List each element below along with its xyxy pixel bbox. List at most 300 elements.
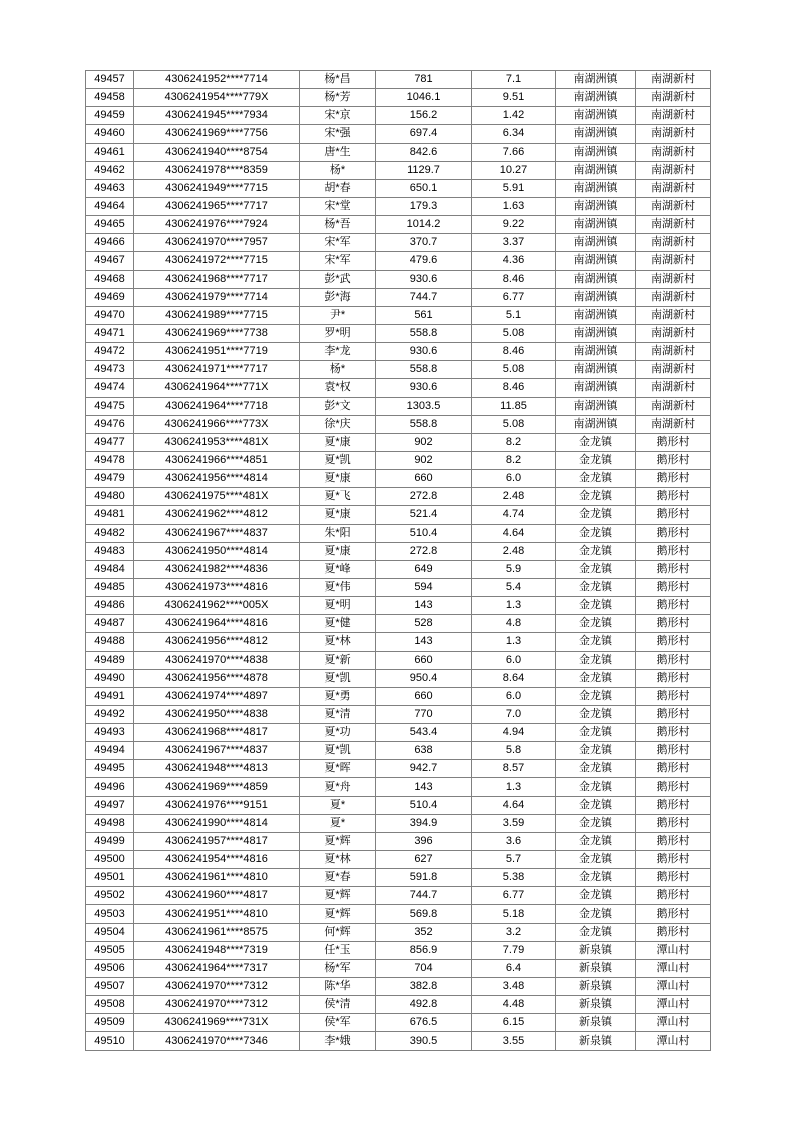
cell-id-masked: 4306241970****7312	[134, 996, 300, 1014]
cell-id-masked: 4306241965****7717	[134, 197, 300, 215]
cell-amount: 781	[376, 71, 472, 89]
cell-seq: 49478	[86, 451, 134, 469]
cell-rate: 3.59	[472, 814, 556, 832]
cell-id-masked: 4306241968****7717	[134, 270, 300, 288]
cell-amount: 396	[376, 832, 472, 850]
table-row	[86, 361, 711, 379]
cell-town: 金龙镇	[556, 887, 636, 905]
cell-rate: 7.66	[472, 143, 556, 161]
cell-seq: 49479	[86, 470, 134, 488]
table-row	[86, 451, 711, 469]
table-row	[86, 923, 711, 941]
cell-amount: 558.8	[376, 415, 472, 433]
cell-town: 金龙镇	[556, 669, 636, 687]
cell-amount: 1303.5	[376, 397, 472, 415]
cell-town: 金龙镇	[556, 470, 636, 488]
table-row	[86, 959, 711, 977]
cell-amount: 143	[376, 778, 472, 796]
cell-name: 尹*	[300, 306, 376, 324]
cell-amount: 521.4	[376, 506, 472, 524]
cell-town: 南湖洲镇	[556, 415, 636, 433]
cell-rate: 8.46	[472, 343, 556, 361]
cell-town: 南湖洲镇	[556, 379, 636, 397]
cell-amount: 1014.2	[376, 216, 472, 234]
cell-seq: 49460	[86, 125, 134, 143]
cell-name: 夏*康	[300, 542, 376, 560]
cell-town: 金龙镇	[556, 724, 636, 742]
cell-village: 南湖新村	[636, 125, 711, 143]
cell-amount: 704	[376, 959, 472, 977]
cell-town: 南湖洲镇	[556, 361, 636, 379]
cell-name: 徐*庆	[300, 415, 376, 433]
cell-id-masked: 4306241966****4851	[134, 451, 300, 469]
cell-rate: 4.8	[472, 615, 556, 633]
cell-id-masked: 4306241960****4817	[134, 887, 300, 905]
cell-seq: 49471	[86, 324, 134, 342]
cell-town: 南湖洲镇	[556, 343, 636, 361]
cell-seq: 49500	[86, 851, 134, 869]
table-row	[86, 851, 711, 869]
cell-name: 任*玉	[300, 941, 376, 959]
cell-id-masked: 4306241948****7319	[134, 941, 300, 959]
cell-town: 金龙镇	[556, 615, 636, 633]
cell-rate: 4.64	[472, 524, 556, 542]
cell-amount: 649	[376, 560, 472, 578]
cell-amount: 394.9	[376, 814, 472, 832]
cell-town: 南湖洲镇	[556, 125, 636, 143]
cell-town: 金龙镇	[556, 451, 636, 469]
cell-id-masked: 4306241951****4810	[134, 905, 300, 923]
table-row	[86, 687, 711, 705]
cell-town: 南湖洲镇	[556, 252, 636, 270]
cell-town: 南湖洲镇	[556, 71, 636, 89]
cell-name: 彭*文	[300, 397, 376, 415]
cell-rate: 4.48	[472, 996, 556, 1014]
cell-id-masked: 4306241953****481X	[134, 433, 300, 451]
cell-id-masked: 4306241972****7715	[134, 252, 300, 270]
cell-village: 南湖新村	[636, 270, 711, 288]
cell-village: 南湖新村	[636, 89, 711, 107]
cell-village: 南湖新村	[636, 379, 711, 397]
cell-village: 潭山村	[636, 996, 711, 1014]
cell-village: 潭山村	[636, 959, 711, 977]
cell-village: 鹅形村	[636, 814, 711, 832]
cell-name: 夏*伟	[300, 578, 376, 596]
cell-amount: 930.6	[376, 270, 472, 288]
cell-rate: 4.36	[472, 252, 556, 270]
cell-town: 新泉镇	[556, 941, 636, 959]
cell-id-masked: 4306241975****481X	[134, 488, 300, 506]
cell-rate: 8.46	[472, 379, 556, 397]
table-row	[86, 597, 711, 615]
table-row	[86, 1014, 711, 1032]
cell-amount: 272.8	[376, 488, 472, 506]
cell-seq: 49497	[86, 796, 134, 814]
cell-amount: 528	[376, 615, 472, 633]
table-row	[86, 306, 711, 324]
cell-village: 南湖新村	[636, 324, 711, 342]
cell-id-masked: 4306241956****4812	[134, 633, 300, 651]
cell-village: 鹅形村	[636, 923, 711, 941]
cell-name: 夏*林	[300, 633, 376, 651]
cell-seq: 49489	[86, 651, 134, 669]
table-row	[86, 887, 711, 905]
cell-rate: 6.34	[472, 125, 556, 143]
cell-rate: 5.9	[472, 560, 556, 578]
table-row	[86, 379, 711, 397]
cell-town: 新泉镇	[556, 1032, 636, 1050]
cell-village: 鹅形村	[636, 451, 711, 469]
cell-seq: 49484	[86, 560, 134, 578]
cell-village: 南湖新村	[636, 107, 711, 125]
cell-seq: 49501	[86, 869, 134, 887]
table-row	[86, 179, 711, 197]
cell-rate: 8.2	[472, 433, 556, 451]
cell-town: 金龙镇	[556, 578, 636, 596]
table-row	[86, 542, 711, 560]
cell-rate: 6.4	[472, 959, 556, 977]
table-row	[86, 270, 711, 288]
cell-name: 宋*军	[300, 234, 376, 252]
cell-id-masked: 4306241954****4816	[134, 851, 300, 869]
cell-village: 南湖新村	[636, 343, 711, 361]
cell-rate: 6.15	[472, 1014, 556, 1032]
table-row	[86, 197, 711, 215]
cell-rate: 3.2	[472, 923, 556, 941]
cell-name: 夏*辉	[300, 832, 376, 850]
cell-id-masked: 4306241964****7718	[134, 397, 300, 415]
cell-amount: 558.8	[376, 361, 472, 379]
cell-amount: 569.8	[376, 905, 472, 923]
cell-seq: 49458	[86, 89, 134, 107]
table-row	[86, 578, 711, 596]
cell-seq: 49481	[86, 506, 134, 524]
cell-rate: 4.64	[472, 796, 556, 814]
cell-seq: 49490	[86, 669, 134, 687]
cell-id-masked: 4306241961****8575	[134, 923, 300, 941]
cell-village: 南湖新村	[636, 288, 711, 306]
cell-town: 金龙镇	[556, 905, 636, 923]
cell-rate: 1.42	[472, 107, 556, 125]
cell-rate: 3.6	[472, 832, 556, 850]
cell-amount: 1129.7	[376, 161, 472, 179]
cell-amount: 382.8	[376, 978, 472, 996]
cell-rate: 8.57	[472, 760, 556, 778]
table-row	[86, 905, 711, 923]
cell-rate: 8.46	[472, 270, 556, 288]
cell-village: 南湖新村	[636, 234, 711, 252]
cell-amount: 370.7	[376, 234, 472, 252]
table-row	[86, 724, 711, 742]
cell-name: 夏*康	[300, 470, 376, 488]
cell-town: 南湖洲镇	[556, 89, 636, 107]
cell-name: 彭*武	[300, 270, 376, 288]
cell-id-masked: 4306241957****4817	[134, 832, 300, 850]
cell-id-masked: 4306241969****7756	[134, 125, 300, 143]
table-row	[86, 869, 711, 887]
cell-town: 金龙镇	[556, 705, 636, 723]
table-row	[86, 669, 711, 687]
cell-seq: 49470	[86, 306, 134, 324]
cell-id-masked: 4306241951****7719	[134, 343, 300, 361]
cell-town: 南湖洲镇	[556, 197, 636, 215]
cell-town: 金龙镇	[556, 597, 636, 615]
cell-amount: 510.4	[376, 796, 472, 814]
cell-amount: 676.5	[376, 1014, 472, 1032]
cell-village: 潭山村	[636, 1032, 711, 1050]
cell-village: 南湖新村	[636, 197, 711, 215]
cell-amount: 638	[376, 742, 472, 760]
cell-amount: 591.8	[376, 869, 472, 887]
cell-id-masked: 4306241948****4813	[134, 760, 300, 778]
cell-rate: 5.08	[472, 361, 556, 379]
cell-town: 金龙镇	[556, 506, 636, 524]
cell-rate: 11.85	[472, 397, 556, 415]
cell-town: 南湖洲镇	[556, 143, 636, 161]
cell-town: 金龙镇	[556, 687, 636, 705]
table-row	[86, 506, 711, 524]
cell-seq: 49485	[86, 578, 134, 596]
cell-amount: 272.8	[376, 542, 472, 560]
cell-seq: 49496	[86, 778, 134, 796]
cell-id-masked: 4306241976****7924	[134, 216, 300, 234]
cell-id-masked: 4306241970****7312	[134, 978, 300, 996]
cell-town: 金龙镇	[556, 778, 636, 796]
cell-name: 夏*清	[300, 705, 376, 723]
cell-rate: 5.4	[472, 578, 556, 596]
cell-id-masked: 4306241966****773X	[134, 415, 300, 433]
cell-seq: 49461	[86, 143, 134, 161]
cell-seq: 49506	[86, 959, 134, 977]
cell-rate: 3.55	[472, 1032, 556, 1050]
cell-seq: 49463	[86, 179, 134, 197]
cell-village: 鹅形村	[636, 615, 711, 633]
table-row	[86, 397, 711, 415]
cell-seq: 49505	[86, 941, 134, 959]
cell-amount: 1046.1	[376, 89, 472, 107]
table-row	[86, 89, 711, 107]
cell-rate: 5.91	[472, 179, 556, 197]
cell-town: 金龙镇	[556, 923, 636, 941]
cell-name: 杨*昌	[300, 71, 376, 89]
cell-village: 鹅形村	[636, 705, 711, 723]
cell-amount: 744.7	[376, 288, 472, 306]
cell-id-masked: 4306241970****4838	[134, 651, 300, 669]
cell-rate: 10.27	[472, 161, 556, 179]
cell-seq: 49480	[86, 488, 134, 506]
cell-village: 鹅形村	[636, 470, 711, 488]
cell-name: 夏*凯	[300, 669, 376, 687]
cell-seq: 49462	[86, 161, 134, 179]
cell-seq: 49474	[86, 379, 134, 397]
cell-amount: 492.8	[376, 996, 472, 1014]
cell-name: 夏*勇	[300, 687, 376, 705]
cell-rate: 6.0	[472, 651, 556, 669]
cell-name: 朱*阳	[300, 524, 376, 542]
cell-amount: 594	[376, 578, 472, 596]
cell-seq: 49457	[86, 71, 134, 89]
cell-id-masked: 4306241954****779X	[134, 89, 300, 107]
cell-name: 夏*健	[300, 615, 376, 633]
cell-rate: 1.63	[472, 197, 556, 215]
table-row	[86, 814, 711, 832]
cell-town: 南湖洲镇	[556, 324, 636, 342]
cell-id-masked: 4306241950****4814	[134, 542, 300, 560]
cell-village: 鹅形村	[636, 433, 711, 451]
cell-village: 南湖新村	[636, 252, 711, 270]
table-row	[86, 978, 711, 996]
cell-id-masked: 4306241964****4816	[134, 615, 300, 633]
cell-id-masked: 4306241962****4812	[134, 506, 300, 524]
cell-id-masked: 4306241970****7346	[134, 1032, 300, 1050]
cell-name: 夏*	[300, 796, 376, 814]
cell-town: 金龙镇	[556, 832, 636, 850]
cell-seq: 49494	[86, 742, 134, 760]
cell-name: 夏*康	[300, 433, 376, 451]
cell-id-masked: 4306241969****4859	[134, 778, 300, 796]
cell-amount: 510.4	[376, 524, 472, 542]
cell-amount: 744.7	[376, 887, 472, 905]
cell-rate: 5.08	[472, 415, 556, 433]
cell-id-masked: 4306241973****4816	[134, 578, 300, 596]
cell-id-masked: 4306241961****4810	[134, 869, 300, 887]
cell-village: 鹅形村	[636, 760, 711, 778]
cell-amount: 660	[376, 687, 472, 705]
cell-amount: 352	[376, 923, 472, 941]
cell-id-masked: 4306241990****4814	[134, 814, 300, 832]
cell-village: 南湖新村	[636, 71, 711, 89]
cell-name: 宋*军	[300, 252, 376, 270]
cell-village: 潭山村	[636, 1014, 711, 1032]
cell-rate: 5.7	[472, 851, 556, 869]
cell-amount: 660	[376, 651, 472, 669]
cell-village: 鹅形村	[636, 832, 711, 850]
cell-seq: 49503	[86, 905, 134, 923]
cell-town: 金龙镇	[556, 814, 636, 832]
cell-name: 李*娥	[300, 1032, 376, 1050]
cell-name: 夏*飞	[300, 488, 376, 506]
cell-seq: 49482	[86, 524, 134, 542]
table-row	[86, 288, 711, 306]
cell-seq: 49469	[86, 288, 134, 306]
cell-town: 南湖洲镇	[556, 306, 636, 324]
table-row	[86, 216, 711, 234]
table-row	[86, 161, 711, 179]
cell-village: 鹅形村	[636, 869, 711, 887]
table-row	[86, 324, 711, 342]
cell-village: 潭山村	[636, 978, 711, 996]
cell-village: 鹅形村	[636, 560, 711, 578]
cell-rate: 5.08	[472, 324, 556, 342]
cell-rate: 7.0	[472, 705, 556, 723]
cell-name: 夏*	[300, 814, 376, 832]
cell-rate: 1.3	[472, 597, 556, 615]
cell-amount: 902	[376, 433, 472, 451]
cell-id-masked: 4306241964****7317	[134, 959, 300, 977]
cell-village: 鹅形村	[636, 851, 711, 869]
cell-village: 鹅形村	[636, 742, 711, 760]
cell-id-masked: 4306241974****4897	[134, 687, 300, 705]
table-row	[86, 252, 711, 270]
cell-rate: 8.64	[472, 669, 556, 687]
cell-id-masked: 4306241976****9151	[134, 796, 300, 814]
cell-village: 鹅形村	[636, 524, 711, 542]
cell-village: 南湖新村	[636, 179, 711, 197]
cell-name: 陈*华	[300, 978, 376, 996]
cell-village: 鹅形村	[636, 542, 711, 560]
cell-seq: 49498	[86, 814, 134, 832]
cell-id-masked: 4306241964****771X	[134, 379, 300, 397]
table-row	[86, 832, 711, 850]
cell-id-masked: 4306241968****4817	[134, 724, 300, 742]
cell-seq: 49466	[86, 234, 134, 252]
cell-name: 夏*辉	[300, 905, 376, 923]
cell-amount: 770	[376, 705, 472, 723]
cell-seq: 49508	[86, 996, 134, 1014]
table-row	[86, 742, 711, 760]
cell-town: 南湖洲镇	[556, 234, 636, 252]
cell-name: 夏*凯	[300, 451, 376, 469]
cell-amount: 930.6	[376, 379, 472, 397]
cell-name: 侯*清	[300, 996, 376, 1014]
cell-id-masked: 4306241949****7715	[134, 179, 300, 197]
cell-village: 鹅形村	[636, 724, 711, 742]
cell-name: 杨*	[300, 361, 376, 379]
cell-id-masked: 4306241940****8754	[134, 143, 300, 161]
cell-seq: 49476	[86, 415, 134, 433]
cell-id-masked: 4306241989****7715	[134, 306, 300, 324]
cell-rate: 2.48	[472, 542, 556, 560]
cell-name: 杨*军	[300, 959, 376, 977]
cell-name: 何*辉	[300, 923, 376, 941]
cell-village: 南湖新村	[636, 161, 711, 179]
cell-town: 金龙镇	[556, 651, 636, 669]
cell-name: 夏*明	[300, 597, 376, 615]
cell-id-masked: 4306241967****4837	[134, 742, 300, 760]
cell-id-masked: 4306241979****7714	[134, 288, 300, 306]
cell-id-masked: 4306241970****7957	[134, 234, 300, 252]
cell-seq: 49492	[86, 705, 134, 723]
cell-village: 南湖新村	[636, 361, 711, 379]
table-row	[86, 470, 711, 488]
cell-rate: 5.18	[472, 905, 556, 923]
cell-rate: 5.8	[472, 742, 556, 760]
cell-amount: 902	[376, 451, 472, 469]
cell-amount: 930.6	[376, 343, 472, 361]
cell-rate: 7.1	[472, 71, 556, 89]
cell-amount: 543.4	[376, 724, 472, 742]
cell-rate: 4.94	[472, 724, 556, 742]
cell-amount: 479.6	[376, 252, 472, 270]
cell-rate: 5.1	[472, 306, 556, 324]
cell-id-masked: 4306241969****7738	[134, 324, 300, 342]
cell-town: 金龙镇	[556, 851, 636, 869]
table-row	[86, 415, 711, 433]
cell-rate: 8.2	[472, 451, 556, 469]
cell-name: 侯*军	[300, 1014, 376, 1032]
cell-id-masked: 4306241952****7714	[134, 71, 300, 89]
cell-name: 夏*功	[300, 724, 376, 742]
cell-seq: 49499	[86, 832, 134, 850]
cell-name: 夏*峰	[300, 560, 376, 578]
cell-seq: 49507	[86, 978, 134, 996]
cell-village: 南湖新村	[636, 216, 711, 234]
cell-village: 南湖新村	[636, 397, 711, 415]
cell-amount: 842.6	[376, 143, 472, 161]
cell-name: 夏*舟	[300, 778, 376, 796]
cell-seq: 49468	[86, 270, 134, 288]
cell-village: 鹅形村	[636, 778, 711, 796]
